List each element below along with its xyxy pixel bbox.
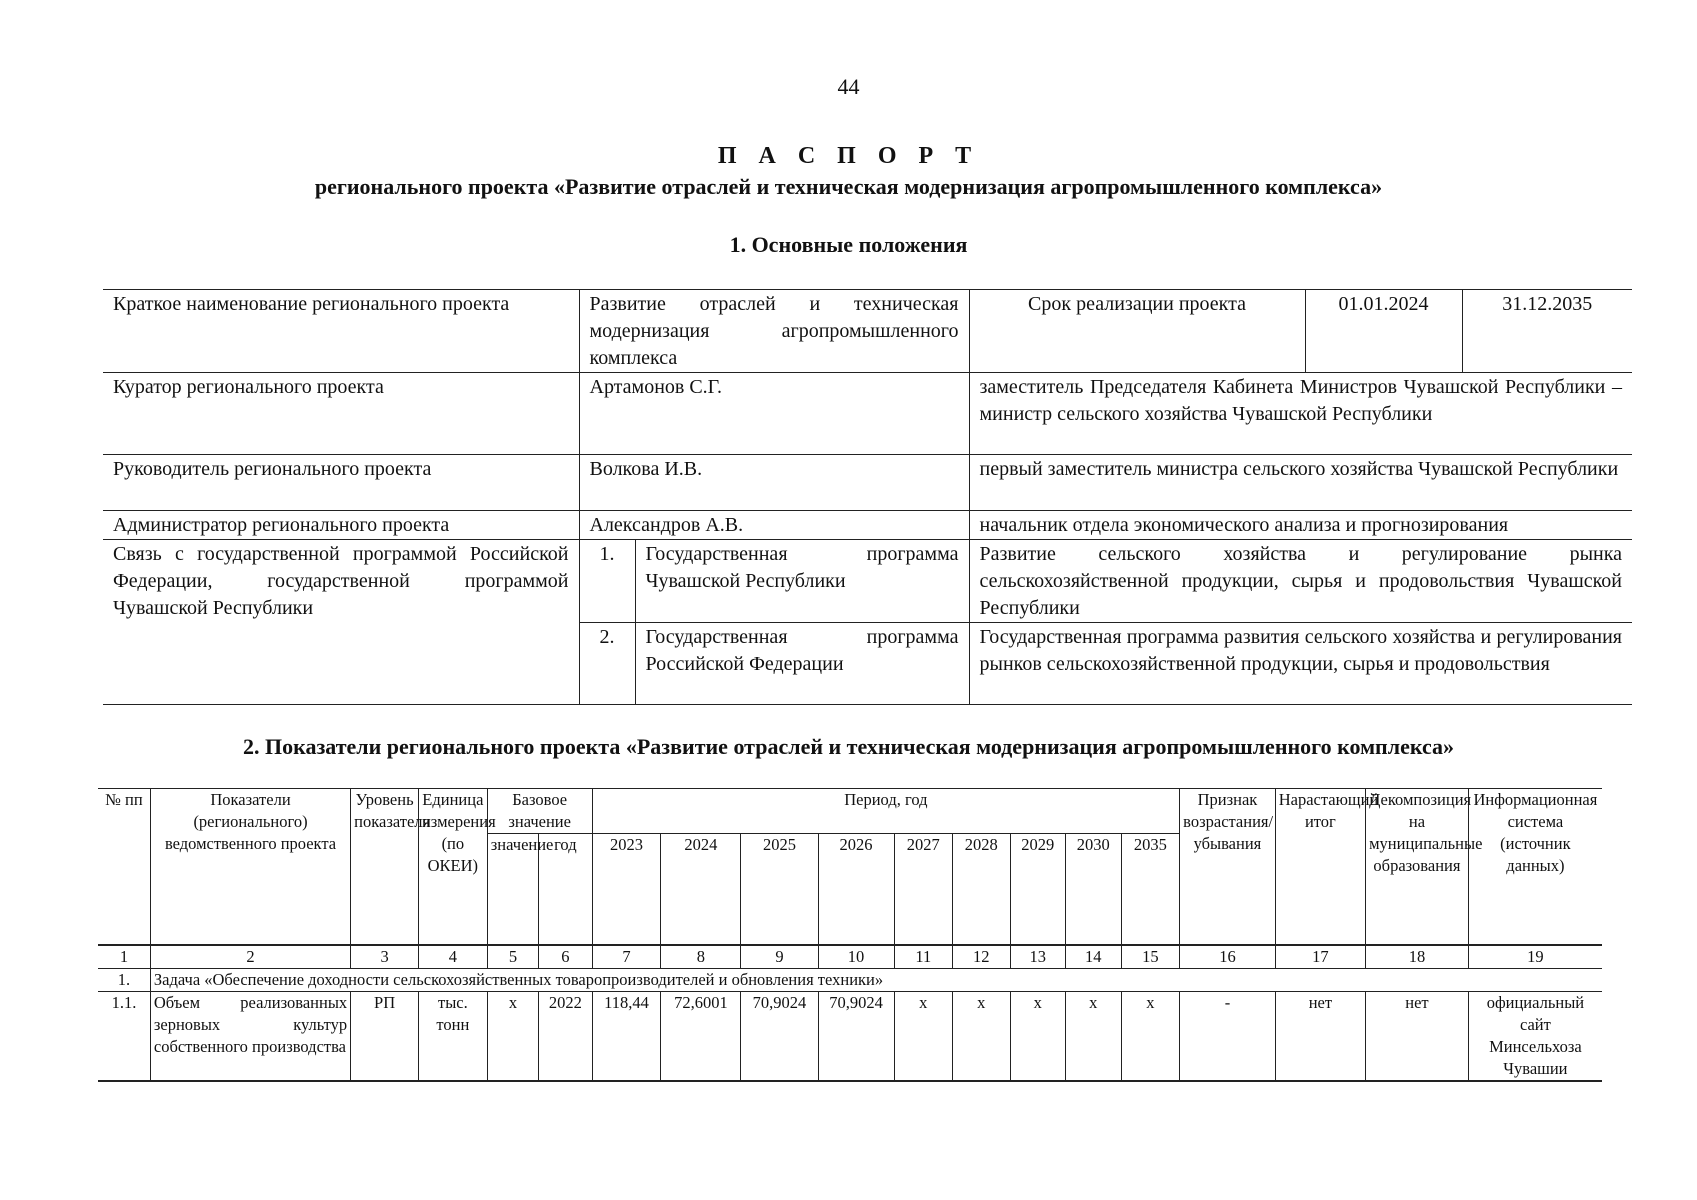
admin-position: начальник отдела экономического анализа и прогнозирования — [969, 511, 1632, 540]
column-number: 18 — [1366, 945, 1469, 969]
row-decomposition: нет — [1366, 992, 1469, 1082]
row-base-value: х — [487, 992, 538, 1082]
column-number: 10 — [818, 945, 894, 969]
header-indicator: Показатели (регионального) ведомственного проекта — [150, 789, 350, 946]
header-year: 2025 — [741, 834, 818, 946]
link-num: 2. — [579, 623, 635, 705]
short-name-label: Краткое наименование регионального проекта — [103, 290, 579, 373]
curator-name: Артамонов С.Г. — [579, 373, 969, 455]
head-label: Руководитель регионального проекта — [103, 455, 579, 511]
column-number: 15 — [1121, 945, 1180, 969]
head-name: Волкова И.В. — [579, 455, 969, 511]
row-value: 118,44 — [592, 992, 661, 1082]
section1-title: 1. Основные положения — [729, 232, 968, 257]
header-year: 2028 — [953, 834, 1011, 946]
header-period: Период, год — [592, 789, 1180, 834]
header-base: Базовое значение — [487, 789, 592, 834]
header-year: 2029 — [1010, 834, 1065, 946]
period-label: Срок реализации проекта — [969, 290, 1305, 373]
task-text: Задача «Обеспечение доходности сельскохозяйственных товаропроизводителей и обновления техники» — [150, 969, 1602, 992]
row-num: 1.1. — [98, 992, 150, 1082]
link-program: Государственная программа Российской Федерации — [635, 623, 969, 705]
row-info-system: официальный сайт Минсельхоза Чувашии — [1468, 992, 1602, 1082]
head-position: первый заместитель министра сельского хозяйства Чувашской Республики — [969, 455, 1632, 511]
header-row — [98, 789, 1602, 834]
row-value: 70,9024 — [741, 992, 818, 1082]
column-number: 1 — [98, 945, 150, 969]
head-row — [103, 455, 1632, 511]
row-trend: - — [1180, 992, 1276, 1082]
admin-name: Александров А.В. — [579, 511, 969, 540]
header-cumulative: Нарастающий итог — [1275, 789, 1365, 946]
row-value: х — [1010, 992, 1065, 1082]
column-number: 19 — [1468, 945, 1602, 969]
row-value: 70,9024 — [818, 992, 894, 1082]
document-subtitle: регионального проекта «Развитие отраслей и техническая модернизация агропромышленного комплекса» — [314, 174, 1383, 199]
column-number-row — [98, 945, 1602, 969]
document-title: П А С П О Р Т — [717, 143, 980, 169]
curator-row — [103, 373, 1632, 455]
table-row — [98, 992, 1602, 1082]
row-base-year: 2022 — [539, 992, 592, 1082]
short-name-value: Развитие отраслей и техническая модернизация агропромышленного комплекса — [579, 290, 969, 373]
header-year: 2026 — [818, 834, 894, 946]
header-decomposition: Декомпозиция на муниципальные образования — [1366, 789, 1469, 946]
link-description: Государственная программа развития сельского хозяйства и регулирования рынков сельскохозяйственной продукции, сырья и продовольствия — [969, 623, 1632, 705]
column-number: 2 — [150, 945, 350, 969]
column-number: 7 — [592, 945, 661, 969]
column-number: 16 — [1180, 945, 1276, 969]
header-year: 2023 — [592, 834, 661, 946]
header-year: 2027 — [894, 834, 953, 946]
column-number: 8 — [661, 945, 741, 969]
column-number: 5 — [487, 945, 538, 969]
curator-label: Куратор регионального проекта — [103, 373, 579, 455]
column-number: 14 — [1066, 945, 1121, 969]
header-year: 2035 — [1121, 834, 1180, 946]
column-number: 13 — [1010, 945, 1065, 969]
section2-title: 2. Показатели регионального проекта «Развитие отраслей и техническая модернизация агропромышленного комплекса» — [242, 734, 1455, 759]
row-unit: тыс. тонн — [418, 992, 487, 1082]
admin-row — [103, 511, 1632, 540]
column-number: 11 — [894, 945, 953, 969]
column-number: 9 — [741, 945, 818, 969]
row-level: РП — [351, 992, 419, 1082]
link-program: Государственная программа Чувашской Республики — [635, 540, 969, 623]
column-number: 4 — [418, 945, 487, 969]
link-description: Развитие сельского хозяйства и регулирование рынка сельскохозяйственной продукции, сырья и продовольствия Чувашской Республики — [969, 540, 1632, 623]
page-number: 44 — [837, 74, 860, 99]
task-row — [98, 969, 1602, 992]
curator-position: заместитель Председателя Кабинета Министров Чувашской Республики – министр сельского хозяйства Чувашской Республики — [969, 373, 1632, 455]
column-number: 12 — [953, 945, 1011, 969]
row-value: х — [953, 992, 1011, 1082]
link-num: 1. — [579, 540, 635, 623]
link-label: Связь с государственной программой Российской Федерации, государственной программой Чувашской Республики — [103, 540, 579, 705]
row-value: х — [1066, 992, 1121, 1082]
header-trend: Признак возрастания/ убывания — [1180, 789, 1276, 946]
indicators-table — [98, 788, 1602, 1082]
row-indicator: Объем реализованных зерновых культур собственного производства — [150, 992, 350, 1082]
row-value: 72,6001 — [661, 992, 741, 1082]
header-unit: Единица измерения (по ОКЕИ) — [418, 789, 487, 946]
header-year: 2030 — [1066, 834, 1121, 946]
header-base-year: год — [539, 834, 592, 946]
row-value: х — [894, 992, 953, 1082]
column-number: 17 — [1275, 945, 1365, 969]
header-num: № пп — [98, 789, 150, 946]
admin-label: Администратор регионального проекта — [103, 511, 579, 540]
column-number: 3 — [351, 945, 419, 969]
column-number: 6 — [539, 945, 592, 969]
header-year: 2024 — [661, 834, 741, 946]
row-cumulative: нет — [1275, 992, 1365, 1082]
main-provisions-table — [103, 289, 1632, 705]
link-row — [103, 540, 1632, 623]
row-value: х — [1121, 992, 1180, 1082]
header-level: Уровень показателя — [351, 789, 419, 946]
header-base-value: значение — [487, 834, 538, 946]
period-start: 01.01.2024 — [1305, 290, 1462, 373]
task-num: 1. — [98, 969, 150, 992]
header-info-system: Информационная система (источник данных) — [1468, 789, 1602, 946]
short-name-row — [103, 290, 1632, 373]
period-end: 31.12.2035 — [1462, 290, 1632, 373]
